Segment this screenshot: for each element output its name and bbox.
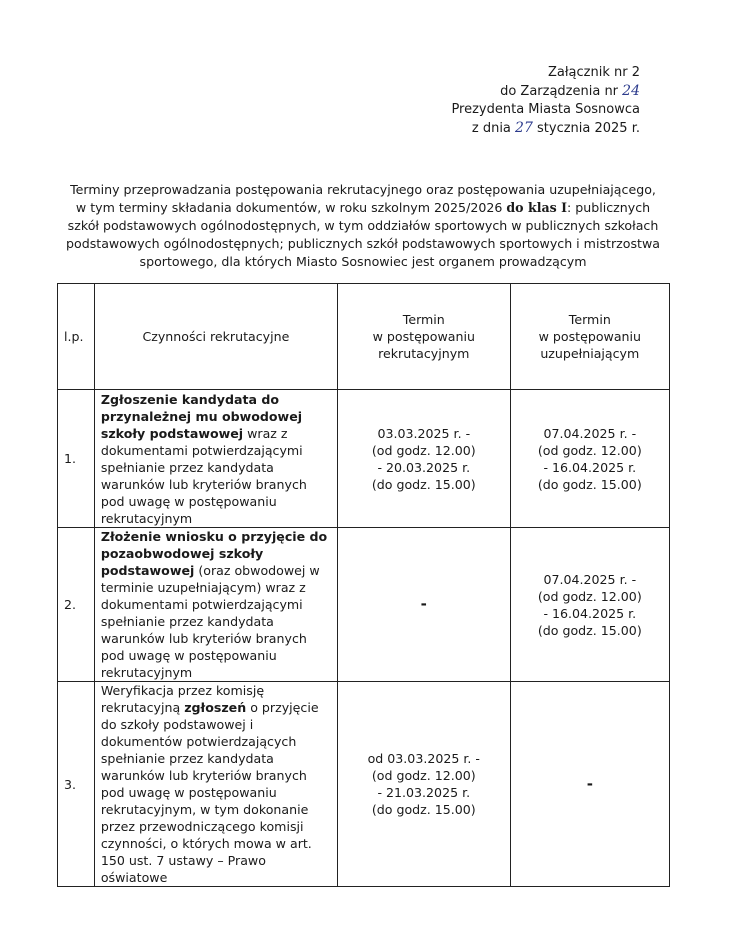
row-number: 3. <box>58 682 95 887</box>
header-supplementary-term: Termin w postępowaniu uzupełniającym <box>510 284 669 390</box>
header-recruitment-term: Termin w postępowaniu rekrutacyjnym <box>337 284 510 390</box>
header-activity: Czynności rekrutacyjne <box>94 284 337 390</box>
ordinance-number-handwritten: 24 <box>622 83 640 99</box>
row-supplementary-term <box>510 682 669 887</box>
attachment-header <box>451 64 640 138</box>
table-row <box>58 390 670 528</box>
row-activity: Weryfikacja przez komisję rekrutacyjną zgłoszeń o przyjęcie do szkoły podstawowej i dokumentów potwierdzających spełnianie przez kandydata warunków lub kryteriów branych pod uwagę w postępowaniu rekrutacyjnym, w tym dokonanie przez przewodniczącego komisji czynności, o których mowa w art. 150 ust. 7 ustawy – Prawo oświatowe <box>94 682 337 887</box>
table-header-row <box>58 284 670 390</box>
header-lp: l.p. <box>58 284 95 390</box>
recruitment-schedule-table <box>57 283 670 887</box>
row-supplementary-term: 07.04.2025 r. - (od godz. 12.00) - 16.04.2025 r. (do godz. 15.00) <box>510 390 669 528</box>
row-recruitment-term: 03.03.2025 r. - (od godz. 12.00) - 20.03.2025 r. (do godz. 15.00) <box>337 390 510 528</box>
row-activity: Złożenie wniosku o przyjęcie do pozaobwodowej szkoły podstawowej (oraz obwodowej w terminie uzupełniającym) wraz z dokumentami potwierdzającymi spełnianie przez kandydata warunków lub kryteriów branych pod uwagę w postępowaniu rekrutacyjnym <box>94 528 337 682</box>
not-applicable-dash: - <box>420 595 427 613</box>
not-applicable-dash: - <box>586 774 593 793</box>
row-recruitment-term: od 03.03.2025 r. - (od godz. 12.00) - 21.03.2025 r. (do godz. 15.00) <box>337 682 510 887</box>
row-activity: Zgłoszenie kandydata do przynależnej mu obwodowej szkoły podstawowej wraz z dokumentami potwierdzającymi spełnianie przez kandydata warunków lub kryteriów branych pod uwagę w postępowaniu rekrutacyjnym <box>94 390 337 528</box>
date-day-handwritten: 27 <box>515 120 533 136</box>
ordinance-line: do Zarządzenia nr 24 <box>500 83 640 99</box>
date-line: z dnia 27 stycznia 2025 r. <box>471 120 640 136</box>
row-number: 1. <box>58 390 95 528</box>
document-title: Terminy przeprowadzania postępowania rekrutacyjnego oraz postępowania uzupełniającego, w tym terminy składania dokumentów, w roku szkolnym 2025/2026 do klas I: publicznych szkół podstawowych ogólnodostępnych, w tym oddziałów sportowych w publicznych szkołach podstawowych ogólnodostępnych; publicznych szkół podstawowych sportowych i mistrzostwa sportowego, dla których Miasto Sosnowiec jest organem prowadzącym <box>66 182 660 269</box>
row-recruitment-term <box>337 528 510 682</box>
table-row <box>58 528 670 682</box>
table-row <box>58 682 670 887</box>
row-number: 2. <box>58 528 95 682</box>
issuer-line: Prezydenta Miasta Sosnowca <box>451 102 640 117</box>
attachment-number: Załącznik nr 2 <box>547 65 640 80</box>
row-supplementary-term: 07.04.2025 r. - (od godz. 12.00) - 16.04.2025 r. (do godz. 15.00) <box>510 528 669 682</box>
title-bold-classes: do klas I <box>506 200 568 215</box>
